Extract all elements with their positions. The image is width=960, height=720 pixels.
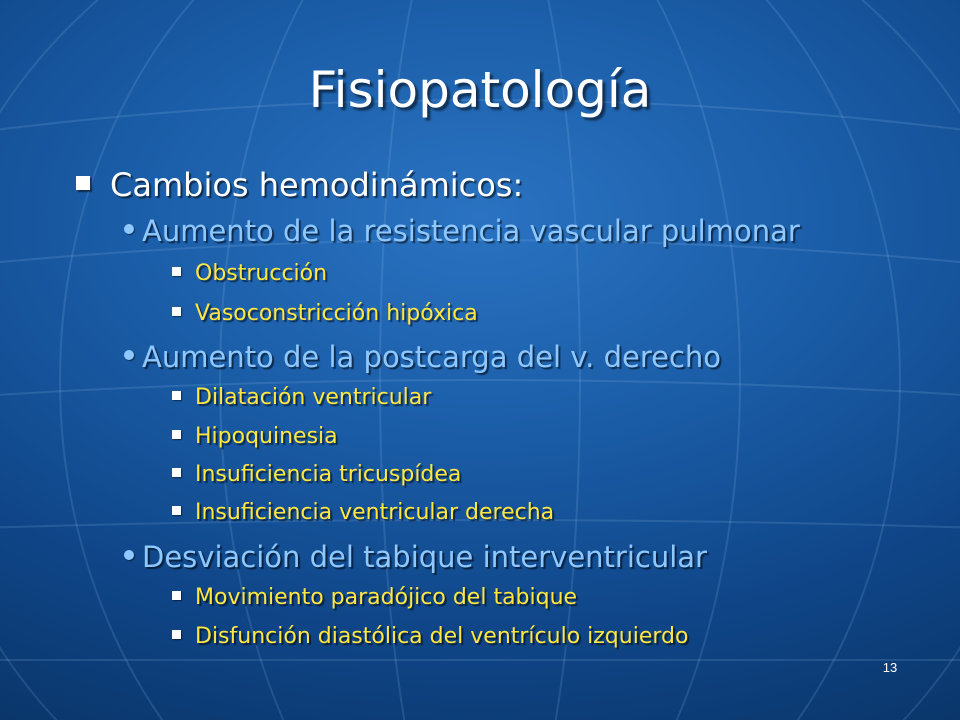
- sub-item: [172, 584, 577, 612]
- round-bullet-icon: [124, 350, 134, 360]
- sub-item-label: Movimiento paradójico del tabique: [195, 585, 578, 610]
- sub-item-label: Dilatación ventricular: [195, 385, 432, 410]
- round-bullet-icon: [124, 224, 134, 234]
- sub-item-label: Vasoconstricción hipóxica: [195, 301, 478, 326]
- square-bullet-icon: [172, 468, 181, 477]
- sub-item-label: Insuficiencia ventricular derecha: [195, 500, 555, 525]
- sub-item-label: Insuficiencia tricuspídea: [195, 462, 462, 487]
- sub-item-label: Hipoquinesia: [195, 424, 338, 449]
- group-item: [124, 539, 707, 575]
- round-bullet-icon: [124, 550, 134, 560]
- sub-item-label: Obstrucción: [195, 261, 328, 286]
- sub-item: [172, 423, 338, 451]
- outline-heading-row: [76, 165, 523, 205]
- group-label: Aumento de la resistencia vascular pulmonar: [142, 214, 800, 248]
- sub-item: [172, 499, 554, 527]
- square-bullet-icon: [172, 391, 181, 400]
- page-number: 13: [882, 660, 898, 675]
- group-label: Desviación del tabique interventricular: [142, 540, 707, 574]
- group-item: [124, 213, 800, 249]
- group-label: Aumento de la postcarga del v. derecho: [142, 340, 722, 374]
- sub-item: [172, 461, 461, 489]
- group-item: [124, 339, 721, 375]
- sub-item: [172, 260, 327, 288]
- square-bullet-icon: [172, 591, 181, 600]
- sub-item: [172, 384, 431, 412]
- sub-item: [172, 623, 688, 651]
- square-bullet-icon: [172, 307, 181, 316]
- square-bullet-icon: [172, 506, 181, 515]
- sub-item-label: Disfunción diastólica del ventrículo izquierdo: [195, 624, 689, 649]
- sub-item: [172, 300, 478, 328]
- square-bullet-icon: [76, 176, 90, 190]
- outline-heading: Cambios hemodinámicos:: [110, 166, 524, 204]
- slide-title: Fisiopatología: [308, 61, 652, 119]
- square-bullet-icon: [172, 430, 181, 439]
- square-bullet-icon: [172, 267, 181, 276]
- square-bullet-icon: [172, 630, 181, 639]
